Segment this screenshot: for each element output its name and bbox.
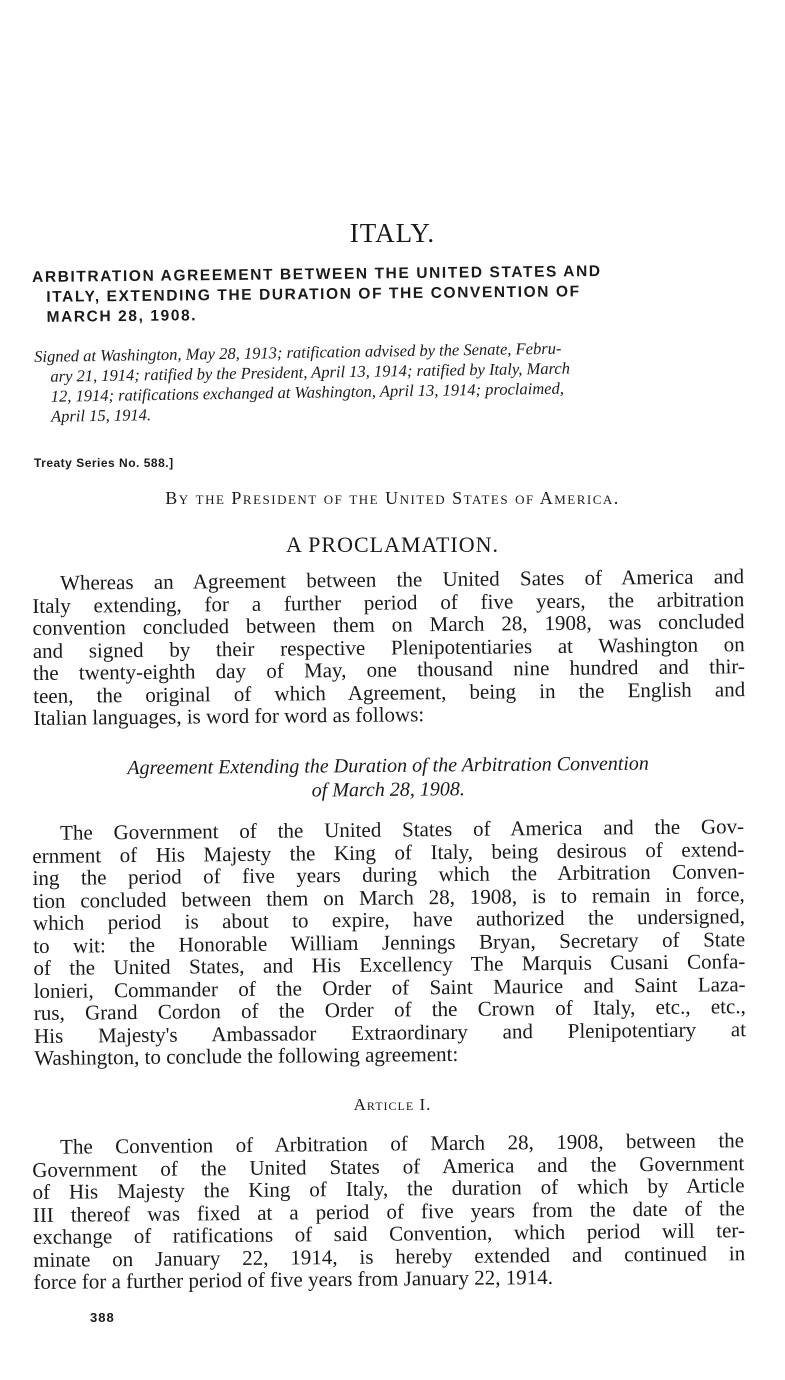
whereas-paragraph <box>32 565 745 729</box>
paragraph-line: which period is about to expire, have authorized the undersigned, <box>32 904 746 935</box>
treaty-series-note: Treaty Series No. 588.] <box>34 456 174 470</box>
signing-line: Signed at Washington, May 28, 1913; ratification advised by the Senate, Febru- <box>34 338 562 366</box>
subject-line: MARCH 28, 1908. <box>46 307 198 326</box>
paragraph-line: ernment of His Majesty the King of Italy, being desirous of extend- <box>32 836 745 868</box>
paragraph-line: ing the period of five years during which the Arbitration Conven- <box>32 859 745 890</box>
preamble-paragraph <box>32 815 746 1069</box>
article-heading: Article I. <box>353 1095 432 1114</box>
page-number: 388 <box>90 1310 115 1325</box>
paragraph-line: teen, the original of which Agreement, being in the English and <box>33 676 746 708</box>
paragraph-line: rus, Grand Cordon of the Order of the Crown of Italy, etc., etc., <box>33 994 746 1025</box>
paragraph-line: to wit: the Honorable William Jennings Bryan, Secretary of State <box>33 926 746 958</box>
paragraph-line: His Majesty's Ambassador Extraordinary and Plenipotentiary at <box>33 1016 747 1048</box>
paragraph-line: Italy extending, for a further period of five years, the arbitration <box>32 586 745 618</box>
paragraph-line: Italian languages, is word for word as follows: <box>33 702 425 730</box>
subject-line: ARBITRATION AGREEMENT BETWEEN THE UNITED STATES AND <box>32 263 602 286</box>
paragraph-line: Government of the United States of America and the Government <box>32 1150 745 1182</box>
page-title: ITALY. <box>349 218 436 248</box>
proclamation-heading: A PROCLAMATION. <box>285 532 500 557</box>
agreement-subject-heading <box>32 261 745 328</box>
agreement-title-line: of March 28, 1908. <box>311 778 465 802</box>
paragraph-line: Whereas an Agreement between the United Sates of America and <box>59 564 745 595</box>
presidential-heading: By the President of the United States of America. <box>165 488 620 508</box>
subject-line: ITALY, EXTENDING THE DURATION OF THE CONVENTION OF <box>46 283 581 306</box>
paragraph-line: and signed by their respective Plenipotentiaries at Washington on <box>32 631 745 663</box>
paragraph-line: lonieri, Commander of the Order of Saint Maurice and Saint Laza- <box>33 971 746 1003</box>
paragraph-line: tion concluded between them on March 28, 1908, is to remain in force, <box>32 881 745 913</box>
signing-line: 12, 1914; ratifications exchanged at Washington, April 13, 1914; proclaimed, <box>50 378 565 406</box>
signing-details <box>34 336 747 427</box>
agreement-title <box>32 751 744 805</box>
paragraph-line: The Government of the United States of America and the Gov- <box>59 814 745 845</box>
paragraph-line: Washington, to conclude the following agreement: <box>34 1041 459 1070</box>
agreement-title-line: Agreement Extending the Duration of the Arbitration Convention <box>127 752 649 780</box>
paragraph-line: The Convention of Arbitration of March 28, 1908, between the <box>59 1128 745 1159</box>
paragraph-line: convention concluded between them on March 28, 1908, was concluded <box>32 609 745 640</box>
paragraph-line: exchange of ratifications of said Convention, which period will ter- <box>32 1218 746 1249</box>
paragraph-line: force for a further period of five years from January 22, 1914. <box>33 1265 554 1294</box>
paragraph-line: of the United States, and His Excellency The Marquis Cusani Confa- <box>33 949 746 980</box>
paragraph-line: minate on January 22, 1914, is hereby extended and continued in <box>33 1240 746 1272</box>
paragraph-line: III thereof was fixed at a period of five years from the date of the <box>32 1195 745 1227</box>
paragraph-line: of His Majesty the King of Italy, the duration of which by Article <box>32 1173 745 1204</box>
article-paragraph <box>32 1129 745 1293</box>
signing-line: ary 21, 1914; ratified by the President, April 13, 1914; ratified by Italy, March <box>50 358 571 386</box>
signing-line: April 15, 1914. <box>50 405 152 426</box>
paragraph-line: the twenty-eighth day of May, one thousand nine hundred and thir- <box>32 654 746 685</box>
